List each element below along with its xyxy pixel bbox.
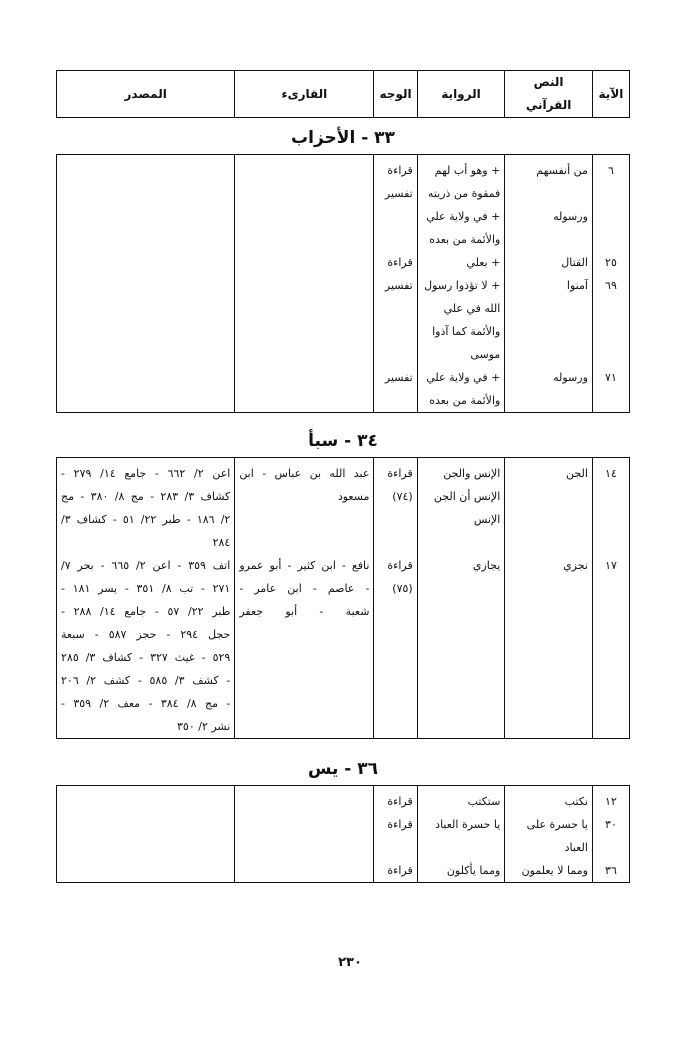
cell-masdar: ٢٨٤ — [57, 531, 235, 554]
cell-aya — [592, 343, 629, 366]
cell-masdar: حجل ٢٩٤ - حجز ٥٨٧ - سبعة — [57, 623, 235, 646]
cell-aya — [592, 205, 629, 228]
cell-qari — [235, 508, 374, 531]
cell-wajh: قراءة — [374, 859, 417, 883]
table-row — [57, 182, 630, 205]
table-row — [57, 343, 630, 366]
cell-riwaya — [417, 623, 505, 646]
cell-qari — [235, 669, 374, 692]
cell-aya: ١٧ — [592, 554, 629, 577]
cell-riwaya: الله في علي — [417, 297, 505, 320]
cell-wajh — [374, 297, 417, 320]
cell-aya — [592, 600, 629, 623]
cell-aya — [592, 646, 629, 669]
cell-wajh: تفسير — [374, 366, 417, 389]
cell-nass — [505, 646, 593, 669]
cell-masdar — [57, 297, 235, 320]
cell-riwaya: والأئمة من بعده — [417, 389, 505, 413]
page-sheet — [56, 70, 630, 883]
cell-riwaya: + في ولاية علي — [417, 205, 505, 228]
cell-aya — [592, 320, 629, 343]
cell-qari — [235, 228, 374, 251]
cell-aya: ٣٠ — [592, 813, 629, 859]
cell-masdar — [57, 813, 235, 859]
cell-nass — [505, 343, 593, 366]
cell-wajh — [374, 715, 417, 739]
section-table — [56, 785, 630, 883]
table-row — [57, 205, 630, 228]
cell-masdar — [57, 205, 235, 228]
cell-riwaya — [417, 692, 505, 715]
cell-wajh — [374, 320, 417, 343]
section-table — [56, 154, 630, 413]
cell-qari — [235, 859, 374, 883]
cell-nass: نجزي — [505, 554, 593, 577]
cell-wajh: (٧٤) — [374, 485, 417, 508]
cell-riwaya: الإنس — [417, 508, 505, 531]
cell-qari — [235, 786, 374, 814]
cell-riwaya — [417, 531, 505, 554]
cell-qari — [235, 320, 374, 343]
cell-nass: يا حسرة على العباد — [505, 813, 593, 859]
cell-qari — [235, 366, 374, 389]
header-row — [57, 71, 630, 118]
cell-wajh — [374, 669, 417, 692]
cell-nass: آمنوا — [505, 274, 593, 297]
cell-nass: القتال — [505, 251, 593, 274]
cell-nass — [505, 600, 593, 623]
header-source: المصدر — [57, 71, 235, 118]
cell-riwaya: الإنس والجن — [417, 458, 505, 486]
cell-qari — [235, 182, 374, 205]
cell-riwaya: + بعلي — [417, 251, 505, 274]
header-quranic-text: النص القرآني — [505, 71, 593, 118]
cell-riwaya: + في ولاية علي — [417, 366, 505, 389]
cell-qari — [235, 297, 374, 320]
cell-masdar — [57, 274, 235, 297]
cell-nass — [505, 182, 593, 205]
section-title: ٣٦ - يس — [307, 759, 379, 779]
cell-aya — [592, 182, 629, 205]
cell-aya — [592, 577, 629, 600]
cell-masdar — [57, 251, 235, 274]
cell-masdar: - كشف ٣/ ٥٨٥ - كشف ٢/ ٢٠٦ — [57, 669, 235, 692]
cell-riwaya — [417, 600, 505, 623]
cell-riwaya: يا حسرة العباد — [417, 813, 505, 859]
cell-wajh — [374, 646, 417, 669]
sections-container — [56, 128, 630, 883]
cell-wajh: قراءة — [374, 813, 417, 859]
cell-wajh: قراءة — [374, 155, 417, 183]
cell-nass: من أنفسهم — [505, 155, 593, 183]
cell-nass — [505, 485, 593, 508]
table-row — [57, 600, 630, 623]
cell-aya: ٦ — [592, 155, 629, 183]
cell-aya — [592, 669, 629, 692]
cell-qari: عبد الله بن عباس - ابن — [235, 458, 374, 486]
cell-nass — [505, 297, 593, 320]
cell-riwaya: يجازي — [417, 554, 505, 577]
cell-qari: مسعود — [235, 485, 374, 508]
cell-masdar — [57, 155, 235, 183]
table-row — [57, 485, 630, 508]
cell-qari — [235, 692, 374, 715]
cell-qari — [235, 813, 374, 859]
table-row — [57, 251, 630, 274]
cell-masdar: ٥٢٩ - غيث ٣٢٧ - كشاف ٣/ ٢٨٥ — [57, 646, 235, 669]
table-row — [57, 692, 630, 715]
cell-wajh — [374, 692, 417, 715]
cell-masdar: اعن ٢/ ٦٦٢ - جامع ١٤/ ٢٧٩ - — [57, 458, 235, 486]
table-row — [57, 531, 630, 554]
cell-wajh — [374, 205, 417, 228]
cell-nass — [505, 531, 593, 554]
table-row — [57, 859, 630, 883]
table-row — [57, 228, 630, 251]
cell-wajh: تفسير — [374, 274, 417, 297]
cell-wajh: قراءة — [374, 251, 417, 274]
cell-aya: ١٤ — [592, 458, 629, 486]
cell-masdar — [57, 182, 235, 205]
table-row — [57, 297, 630, 320]
cell-qari — [235, 205, 374, 228]
cell-nass: ومما لا يعلمون — [505, 859, 593, 883]
cell-aya — [592, 389, 629, 413]
table-row — [57, 554, 630, 577]
cell-masdar — [57, 786, 235, 814]
cell-wajh — [374, 600, 417, 623]
cell-riwaya — [417, 669, 505, 692]
cell-nass — [505, 577, 593, 600]
table-row — [57, 577, 630, 600]
cell-wajh — [374, 508, 417, 531]
cell-riwaya: الإنس أن الجن — [417, 485, 505, 508]
section-title: ٣٤ - سبأ — [308, 431, 378, 451]
cell-masdar: ٢٧١ - تب ٨/ ٣٥١ - يسر ١٨١ - — [57, 577, 235, 600]
cell-riwaya — [417, 577, 505, 600]
section-table — [56, 457, 630, 739]
cell-wajh: تفسير — [374, 182, 417, 205]
table-row — [57, 813, 630, 859]
cell-aya — [592, 508, 629, 531]
cell-masdar — [57, 228, 235, 251]
cell-masdar — [57, 320, 235, 343]
cell-qari: - عاصم - ابن عامر - — [235, 577, 374, 600]
cell-masdar — [57, 389, 235, 413]
table-row — [57, 366, 630, 389]
cell-qari — [235, 251, 374, 274]
cell-qari — [235, 389, 374, 413]
cell-nass — [505, 715, 593, 739]
cell-qari — [235, 646, 374, 669]
table-row — [57, 458, 630, 486]
cell-aya: ٦٩ — [592, 274, 629, 297]
table-row — [57, 155, 630, 183]
cell-aya — [592, 531, 629, 554]
cell-masdar: اتف ٣٥٩ - اعن ٢/ ٦٦٥ - بحر ٧/ — [57, 554, 235, 577]
cell-aya — [592, 228, 629, 251]
table-row — [57, 320, 630, 343]
cell-wajh — [374, 531, 417, 554]
cell-aya: ٧١ — [592, 366, 629, 389]
cell-riwaya — [417, 715, 505, 739]
cell-riwaya: + لا تؤذوا رسول — [417, 274, 505, 297]
cell-riwaya: والأئمة كما آذوا — [417, 320, 505, 343]
cell-nass — [505, 623, 593, 646]
cell-qari — [235, 274, 374, 297]
table-row — [57, 646, 630, 669]
cell-nass: الجن — [505, 458, 593, 486]
table-row — [57, 389, 630, 413]
cell-qari — [235, 531, 374, 554]
cell-qari — [235, 623, 374, 646]
cell-wajh — [374, 343, 417, 366]
cell-nass — [505, 508, 593, 531]
cell-nass — [505, 669, 593, 692]
table-row — [57, 274, 630, 297]
cell-riwaya: ومما يأكلون — [417, 859, 505, 883]
cell-masdar: نشر ٢/ ٣٥٠ — [57, 715, 235, 739]
cell-nass: ورسوله — [505, 366, 593, 389]
cell-nass — [505, 389, 593, 413]
cell-masdar — [57, 366, 235, 389]
cell-masdar: ٢/ ١٨٦ - طبر ٢٢/ ٥١ - كشاف ٣/ — [57, 508, 235, 531]
cell-nass: نكتب — [505, 786, 593, 814]
cell-nass — [505, 692, 593, 715]
header-table — [56, 70, 630, 118]
cell-masdar: طبر ٢٢/ ٥٧ - جامع ١٤/ ٢٨٨ - — [57, 600, 235, 623]
cell-aya: ٢٥ — [592, 251, 629, 274]
table-row — [57, 715, 630, 739]
cell-aya — [592, 692, 629, 715]
cell-riwaya: موسى — [417, 343, 505, 366]
cell-qari — [235, 715, 374, 739]
cell-riwaya: فمقوة من ذريته — [417, 182, 505, 205]
cell-qari: نافع - ابن كثير - أبو عمرو — [235, 554, 374, 577]
cell-wajh: (٧٥) — [374, 577, 417, 600]
header-aya: الآية — [592, 71, 629, 118]
table-row — [57, 669, 630, 692]
cell-masdar: - مج ٨/ ٣٨٤ - معف ٢/ ٣٥٩ - — [57, 692, 235, 715]
cell-nass — [505, 320, 593, 343]
cell-qari: شعبة - أبو جعفر — [235, 600, 374, 623]
cell-masdar — [57, 859, 235, 883]
cell-aya: ١٢ — [592, 786, 629, 814]
cell-aya — [592, 297, 629, 320]
section-title: ٣٣ - الأحزاب — [291, 128, 395, 148]
table-row — [57, 508, 630, 531]
cell-qari — [235, 343, 374, 366]
header-reader: القارىء — [235, 71, 374, 118]
cell-nass — [505, 228, 593, 251]
header-riwaya: الرواية — [417, 71, 505, 118]
cell-wajh: قراءة — [374, 786, 417, 814]
cell-riwaya: ستكتب — [417, 786, 505, 814]
cell-nass: ورسوله — [505, 205, 593, 228]
cell-masdar — [57, 343, 235, 366]
cell-aya — [592, 485, 629, 508]
cell-riwaya: والأئمة من بعده — [417, 228, 505, 251]
table-row — [57, 623, 630, 646]
cell-aya — [592, 623, 629, 646]
cell-qari — [235, 155, 374, 183]
cell-wajh: قراءة — [374, 458, 417, 486]
cell-aya: ٣٦ — [592, 859, 629, 883]
cell-riwaya — [417, 646, 505, 669]
table-row — [57, 786, 630, 814]
cell-wajh — [374, 228, 417, 251]
header-wajh: الوجه — [374, 71, 417, 118]
cell-riwaya: + وهو أب لهم — [417, 155, 505, 183]
cell-wajh — [374, 389, 417, 413]
page-number: ٢٣٠ — [338, 955, 362, 970]
cell-aya — [592, 715, 629, 739]
cell-wajh — [374, 623, 417, 646]
cell-wajh: قراءة — [374, 554, 417, 577]
cell-masdar: كشاف ٣/ ٢٨٣ - مج ٨/ ٣٨٠ - مج — [57, 485, 235, 508]
